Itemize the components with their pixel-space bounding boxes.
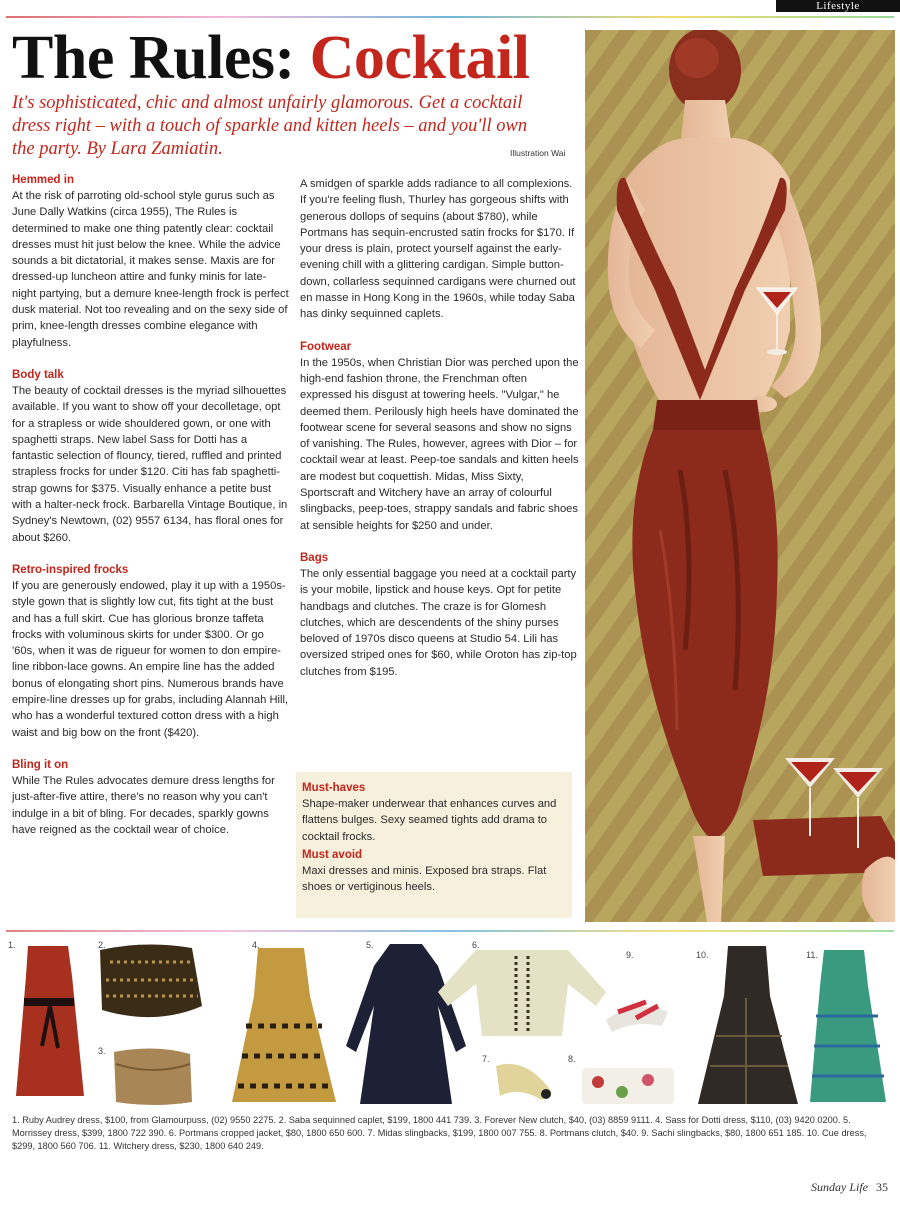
product-caption: 1. Ruby Audrey dress, $100, from Glamourpuss, (02) 9550 2275. 2. Saba sequinned caplet, $199, 1800 441 739. 3. Forever New clutch, $40, (03) 8859 9111. 4. Sass for Dotti dress, $110, (03) 9420 0200. 5. Morrissey dress, $399, 1800 722 390. 6. Portmans cropped jacket, $80, 1800 650 600. 7. Midas slingbacks, $199, 1800 007 755. 8. Portmans clutch, $40. 9. Sachi slingbacks, $80, 1800 651 185. 10. Cue dress, $299, 1800 560 706. 11. Witchery dress, $230, 1800 640 249. [12, 1115, 867, 1151]
section-heading-footwear: Footwear [300, 340, 352, 353]
woman-in-red-dress-illustration [585, 30, 895, 922]
illustration-credit: Illustration Wai [510, 148, 566, 158]
section-heading-body-talk: Body talk [12, 368, 64, 381]
product-1-ruby-dress-image [16, 946, 84, 1096]
product-4-printed-dress-image [232, 948, 336, 1102]
headline-part-2: Cocktail [309, 24, 530, 92]
section-body-bling: While The Rules advocates demure dress lengths for just-after-five attire, there's no reason why you can't indulge in a bit of bling. For decades, sparkly gowns have reigned as the cocktail wear of choice. [12, 774, 275, 836]
product-5-navy-dress-image [346, 944, 466, 1104]
article-column-2 [300, 176, 580, 696]
product-9-sandals-image [606, 1002, 668, 1032]
publication-name: Sunday Life [811, 1180, 868, 1194]
section-heading-bags: Bags [300, 551, 329, 564]
section-heading-hemmed: Hemmed in [12, 174, 74, 186]
article-column-1 [12, 172, 290, 854]
product-7-slingback-shoes-image [496, 1064, 552, 1100]
headline-part-1: The Rules: [12, 24, 310, 92]
section-tag: Lifestyle [776, 0, 900, 12]
product-10-plaid-dress-image [698, 946, 798, 1104]
product-number-11: 11. [806, 950, 818, 960]
must-haves-panel [296, 772, 572, 918]
section-heading-bling: Bling it on [12, 758, 69, 771]
product-number-6: 6. [472, 940, 480, 950]
section-body-bling-continued: A smidgen of sparkle adds radiance to all complexions. If you're feeling flush, Thurley has gorgeous shifts with generous dollops of sequins (about $780), while Portmans has sequin-encrusted satin frocks for $170. If your dress is plain, protect yourself against the early-evening chill with a glittering cardigan. Simple button-down, collarless sequinned cardigans were churned out en masse in Hong Kong in the 1960s, while today Saba has dinky sequinned caplets. [300, 178, 576, 321]
product-11-green-dress-image [810, 950, 886, 1102]
section-body-retro: If you are generously endowed, play it up with a 1950s-style gown that is slightly low cut, fits tight at the bust and has a full skirt. Cue has glorious bronze taffeta frocks with voluminous skirts for under $300. Or go '60s, when it was de rigueur for women to don empire-line ribbon-lace gowns. An empire line has the added bonus of elongating short pins. Numerous brands have empire-line dresses up for grabs, including Alannah Hill, who has a wonderful textured cotton dress with a high waist and big bow on the front ($420). [12, 579, 289, 739]
product-3-gold-clutch-image [114, 1048, 192, 1105]
product-number-5: 5. [366, 940, 374, 950]
standfirst: It's sophisticated, chic and almost unfairly glamorous. Get a cocktail dress right – with a touch of sparkle and kitten heels – and you'll own the party. By Lara Zamiatin. [12, 93, 528, 159]
product-number-3: 3. [98, 1046, 106, 1056]
product-images [6, 936, 892, 1112]
section-body-must-haves: Shape-maker underwear that enhances curves and flattens bulges. Sexy seamed tights add drama to cocktail frocks. [302, 798, 557, 843]
section-heading-must-avoid: Must avoid [302, 848, 363, 861]
section-heading-must-haves: Must-haves [302, 782, 366, 794]
product-number-1: 1. [8, 940, 16, 950]
product-number-7: 7. [482, 1054, 490, 1064]
section-body-footwear: In the 1950s, when Christian Dior was perched upon the high-end fashion throne, the Frenchman often expressed his disgust at towering heels. "Vulgar," he deemed them. Perilously high heels have dominated the footwear scene for several seasons and show no signs of vanishing. The Rules, however, agrees with Dior – for cocktail wear at least. Peep-toe sandals and kitten heels are modest but coquettish. Midas, Miss Sixty, Sportscraft and Witchery have an array of colourful slingbacks, peep-toes, strappy sandals and fabric shoes at sensible heights for $250 and under. [300, 356, 579, 532]
section-heading-retro: Retro-inspired frocks [12, 563, 129, 576]
section-body-hemmed: At the risk of parroting old-school style gurus such as June Dally Watkins (circa 1955), The Rules is determined to make one thing patently clear: cocktail dresses must hit just below the knee. While the advice sounds a bit dictatorial, it makes sense. Maxis are for dressed-up luncheon attire and funky minis for late-night partying, but a demure knee-length frock is perfect dusk material. Not too revealing and on the sexy side of prim, knee-length dresses combine elegance with playfulness. [12, 190, 289, 349]
product-number-2: 2. [98, 940, 106, 950]
section-body-must-avoid: Maxi dresses and minis. Exposed bra straps. Flat shoes or vertiginous heels. [302, 864, 547, 894]
fashion-illustration [585, 30, 895, 922]
product-number-8: 8. [568, 1054, 576, 1064]
page-footer [811, 1180, 888, 1195]
section-body-body-talk: The beauty of cocktail dresses is the myriad silhouettes available. If you want to show off your decolletage, opt for a strapless or wide shouldered gown, or one with spaghetti straps. New label Sass for Dotti has a fantastic selection of flouncy, tiered, ruffled and printed strapless frocks for under $120. Citi has fab spaghetti-strap gowns for $375. Visually enhance a petite bust with a halter-neck frock. Barbarella Vintage Boutique, in Sydney's Newtown, (02) 9557 6134, has floral ones for about $260. [12, 384, 288, 544]
product-2-sequinned-caplet-image [100, 944, 202, 1017]
product-strip [6, 936, 892, 1112]
section-body-bags: The only essential baggage you need at a cocktail party is your mobile, lipstick and house keys. Opt for petite handbags and clutches. The craze is for Glomesh clutches, which are descendents of the shiny purses beloved of 1970s disco queens at Studio 54. Lili has oversized striped ones for $60, while Oroton has zip-top clutches from $195. [300, 567, 577, 678]
bottom-rule [6, 930, 894, 932]
product-6-cropped-jacket-image [438, 950, 606, 1036]
product-number-10: 10. [696, 950, 709, 960]
product-number-9: 9. [626, 950, 634, 960]
product-number-4: 4. [252, 940, 260, 950]
headline [12, 18, 592, 98]
page-number: 35 [876, 1180, 888, 1194]
product-8-floral-clutch-image [582, 1068, 674, 1104]
